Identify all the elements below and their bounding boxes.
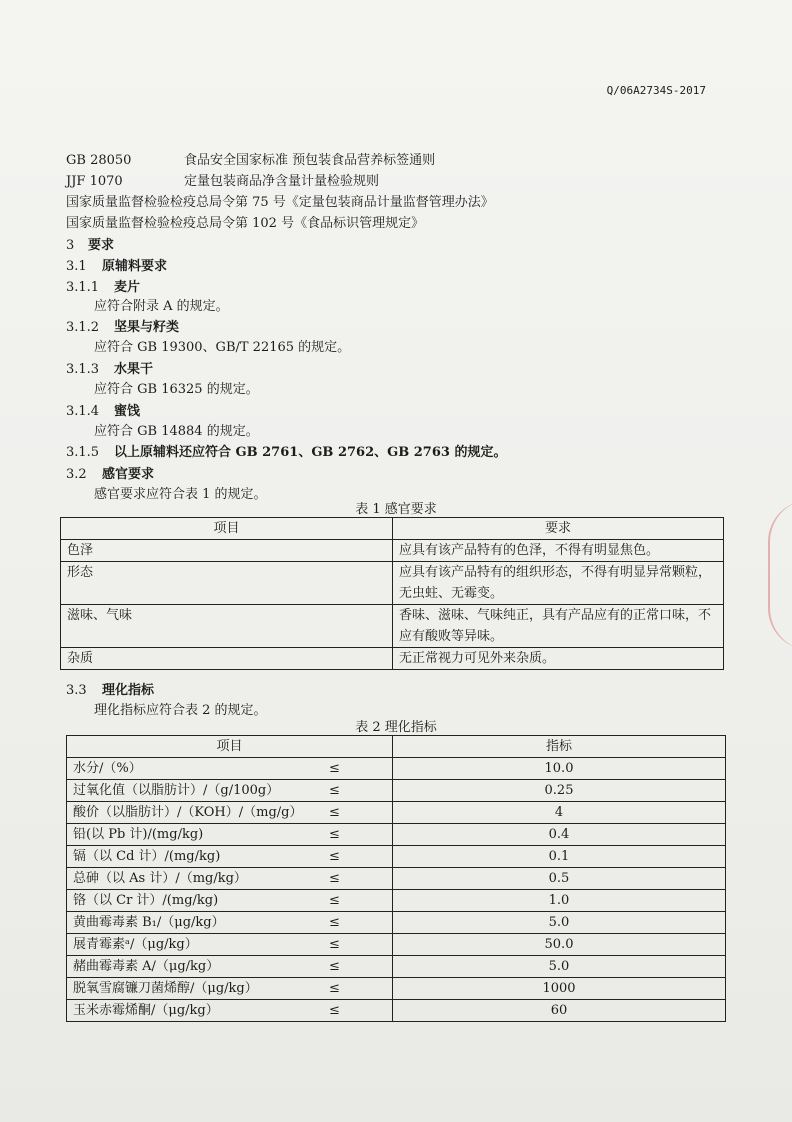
le-symbol: ≤	[329, 1003, 340, 1018]
column-header: 项目	[61, 518, 393, 540]
table-row	[61, 540, 724, 562]
table-1-caption: 表 1 感官要求	[355, 502, 437, 517]
physicochemical-table	[66, 735, 726, 1022]
reference-line	[66, 172, 379, 192]
section-3-1-1-body: 应符合附录 A 的规定。	[94, 299, 229, 314]
table-row	[67, 824, 726, 846]
le-symbol: ≤	[329, 981, 340, 996]
le-symbol: ≤	[329, 783, 340, 798]
value-cell: 4	[393, 802, 726, 824]
item-cell: 黄曲霉毒素 B₁/（μg/kg）	[73, 915, 225, 930]
requirement-cell: 应具有该产品特有的色泽，不得有明显焦色。	[393, 540, 724, 562]
le-symbol: ≤	[329, 805, 340, 820]
table-row	[61, 648, 724, 670]
column-header: 指标	[393, 736, 726, 758]
section-3-1-heading: 3.1 原辅料要求	[66, 259, 168, 274]
reference-line	[66, 214, 424, 234]
le-symbol: ≤	[329, 915, 340, 930]
item-cell: 总砷（以 As 计）/（mg/kg）	[73, 871, 247, 886]
table-row	[67, 802, 726, 824]
section-3-1-4-body: 应符合 GB 14884 的规定。	[94, 424, 259, 439]
value-cell: 60	[393, 1000, 726, 1022]
section-3-3-body: 理化指标应符合表 2 的规定。	[94, 703, 267, 718]
section-3-3-heading: 3.3 理化指标	[66, 683, 155, 698]
reference-code: GB 28050	[66, 153, 132, 168]
value-cell: 0.25	[393, 780, 726, 802]
item-cell: 色泽	[61, 540, 393, 562]
table-row	[67, 758, 726, 780]
le-symbol: ≤	[329, 761, 340, 776]
value-cell: 0.5	[393, 868, 726, 890]
le-symbol: ≤	[329, 893, 340, 908]
item-cell: 玉米赤霉烯酮/（μg/kg）	[73, 1003, 219, 1018]
le-symbol: ≤	[329, 849, 340, 864]
section-3-1-5-heading: 3.1.5 以上原辅料还应符合 GB 2761、GB 2762、GB 2763 的规定。	[66, 445, 507, 460]
item-cell: 水分/（%）	[73, 761, 142, 776]
le-symbol: ≤	[329, 937, 340, 952]
value-cell: 50.0	[393, 934, 726, 956]
reference-line	[66, 151, 435, 171]
table-row	[67, 956, 726, 978]
reference-title: 食品安全国家标准 预包装食品营养标签通则	[184, 153, 436, 168]
item-cell: 展青霉素ᵃ/（μg/kg）	[73, 937, 198, 952]
value-cell: 1.0	[393, 890, 726, 912]
item-cell: 过氧化值（以脂肪计）/（g/100g）	[73, 783, 280, 798]
reference-title: 定量包装商品净含量计量检验规则	[184, 174, 380, 189]
requirement-cell: 应具有该产品特有的组织形态，不得有明显异常颗粒，无虫蛀、无霉变。	[393, 562, 724, 605]
le-symbol: ≤	[329, 871, 340, 886]
requirement-cell: 无正常视力可见外来杂质。	[393, 648, 724, 670]
column-header: 项目	[67, 736, 393, 758]
table-row	[67, 1000, 726, 1022]
table-header-row	[67, 736, 726, 758]
table-row	[61, 562, 724, 605]
value-cell: 1000	[393, 978, 726, 1000]
value-cell: 0.4	[393, 824, 726, 846]
value-cell: 5.0	[393, 912, 726, 934]
item-cell: 铅(以 Pb 计)/(mg/kg)	[73, 827, 204, 842]
table-row	[67, 934, 726, 956]
item-cell: 杂质	[61, 648, 393, 670]
table-row	[61, 605, 724, 648]
document-code: Q/06A2734S-2017	[606, 84, 706, 97]
item-cell: 镉（以 Cd 计）/(mg/kg)	[73, 849, 221, 864]
reference-title: 国家质量监督检验检疫总局令第 75 号《定量包装商品计量监督管理办法》	[66, 195, 494, 210]
value-cell: 5.0	[393, 956, 726, 978]
table-row	[67, 780, 726, 802]
item-cell: 脱氧雪腐镰刀菌烯醇/（μg/kg）	[73, 981, 258, 996]
item-cell: 形态	[61, 562, 393, 605]
table-row	[67, 846, 726, 868]
section-3-1-2-heading: 3.1.2 坚果与籽类	[66, 320, 180, 335]
section-3-1-3-body: 应符合 GB 16325 的规定。	[94, 382, 259, 397]
requirement-cell: 香味、滋味、气味纯正，具有产品应有的正常口味，不应有酸败等异味。	[393, 605, 724, 648]
section-3-1-2-body: 应符合 GB 19300、GB/T 22165 的规定。	[94, 340, 351, 355]
item-cell: 赭曲霉毒素 A/（μg/kg）	[73, 959, 220, 974]
value-cell: 10.0	[393, 758, 726, 780]
section-3-2-heading: 3.2 感官要求	[66, 467, 155, 482]
column-header: 要求	[393, 518, 724, 540]
reference-title: 国家质量监督检验检疫总局令第 102 号《食品标识管理规定》	[66, 216, 425, 231]
item-cell: 酸价（以脂肪计）/（KOH）/（mg/g）	[73, 805, 303, 820]
section-3-heading: 3 要求	[66, 238, 115, 253]
section-3-1-4-heading: 3.1.4 蜜饯	[66, 404, 141, 419]
red-stamp-edge	[768, 500, 792, 650]
item-cell: 铬（以 Cr 计）/(mg/kg)	[73, 893, 219, 908]
le-symbol: ≤	[329, 827, 340, 842]
reference-line	[66, 193, 494, 213]
value-cell: 0.1	[393, 846, 726, 868]
sensory-requirements-table	[60, 517, 724, 670]
reference-code: JJF 1070	[66, 174, 123, 189]
table-row	[67, 868, 726, 890]
table-row	[67, 978, 726, 1000]
table-2-caption: 表 2 理化指标	[355, 720, 437, 735]
table-header-row	[61, 518, 724, 540]
item-cell: 滋味、气味	[61, 605, 393, 648]
table-row	[67, 912, 726, 934]
section-3-1-1-heading: 3.1.1 麦片	[66, 280, 141, 295]
section-3-1-3-heading: 3.1.3 水果干	[66, 362, 154, 377]
section-3-2-body: 感官要求应符合表 1 的规定。	[94, 487, 267, 502]
le-symbol: ≤	[329, 959, 340, 974]
table-row	[67, 890, 726, 912]
